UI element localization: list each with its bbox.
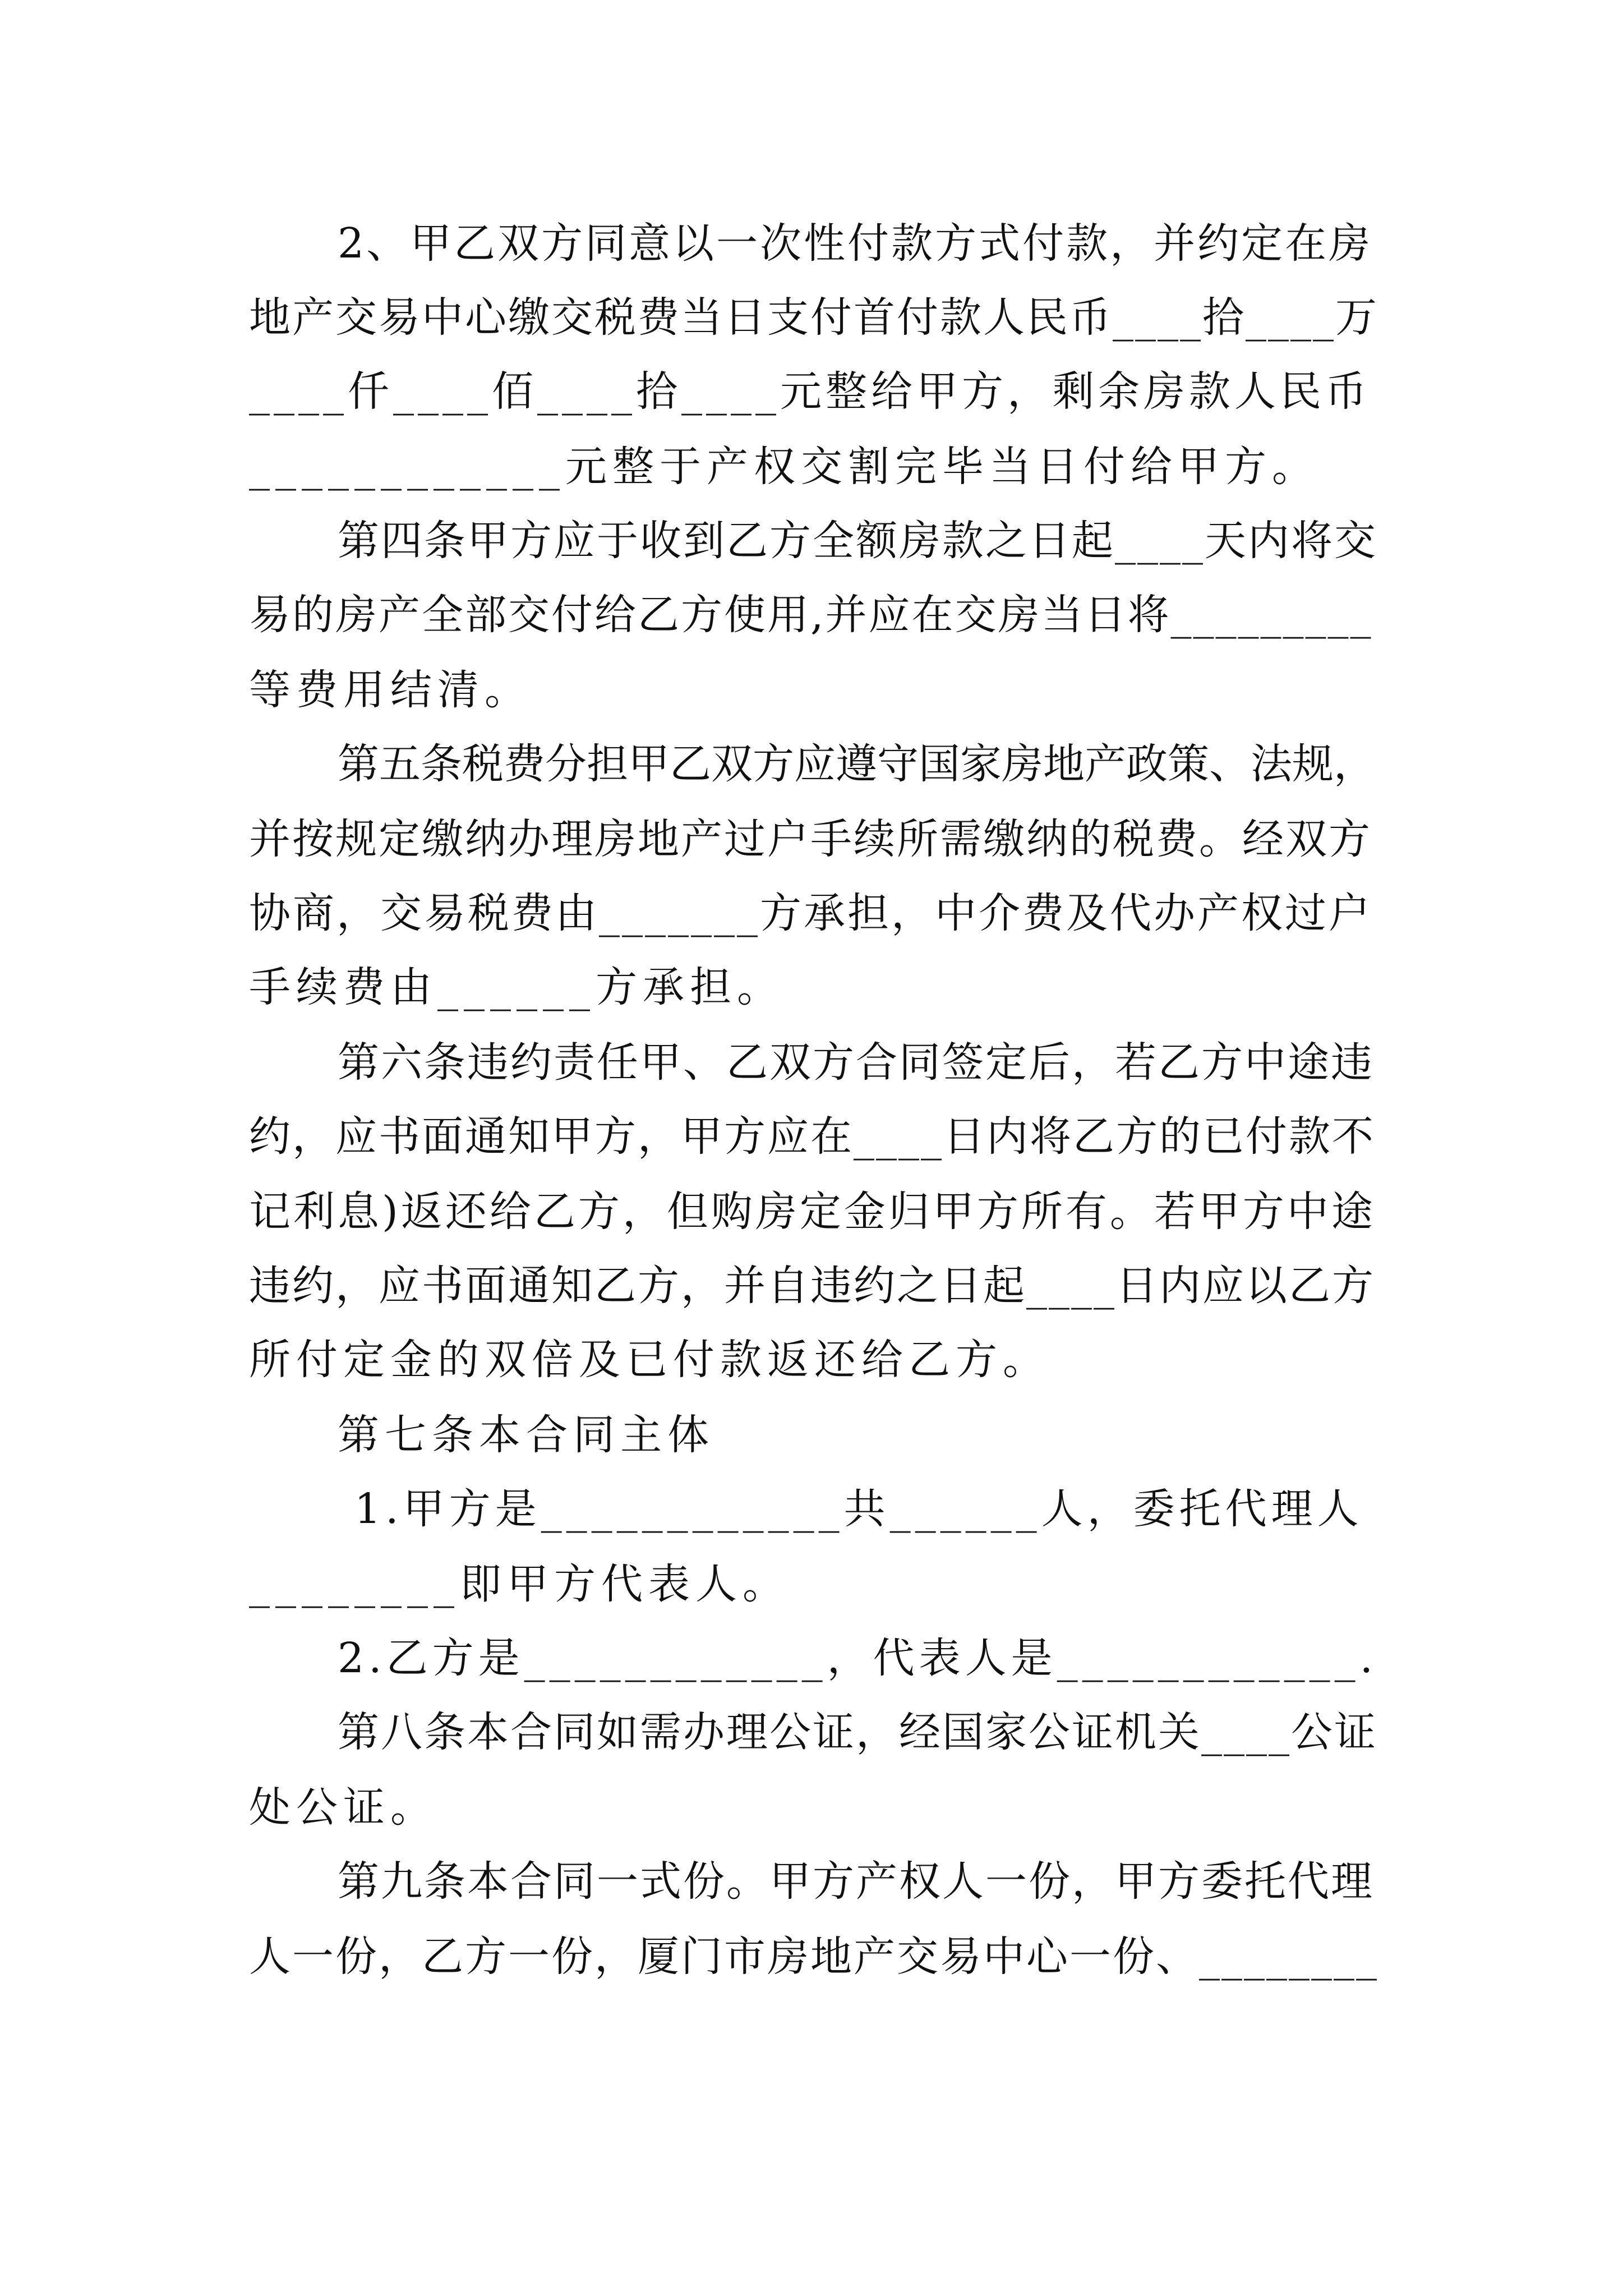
text-line: 协商，交易税费由_______方承担，中介费及代办产权过户 (249, 889, 1372, 937)
text-line: 人一份，乙方一份，厦门市房地产交易中心一份、________ (249, 1932, 1378, 1981)
text-line: 第五条税费分担甲乙双方应遵守国家房地产政策、法规， (338, 740, 1375, 788)
text-line: 等费用结清。 (249, 666, 532, 714)
text-line: 处公证。 (249, 1783, 437, 1832)
text-line: 手续费由______方承担。 (249, 963, 784, 1011)
text-line: 所付定金的双倍及已付款返还给乙方。 (249, 1336, 1050, 1384)
text-line: 第四条甲方应于收到乙方全额房款之日起____天内将交 (338, 517, 1377, 565)
text-line: ____仟____佰____拾____元整给甲方，剩余房款人民币 (249, 367, 1371, 416)
text-line: 第七条本合同主体 (338, 1411, 714, 1459)
text-line: 第八条本合同如需办理公证，经国家公证机关____公证 (338, 1708, 1377, 1756)
text-line: 记利息)返还给乙方，但购房定金归甲方所有。若甲方中途 (249, 1188, 1376, 1236)
text-line: 地产交易中心缴交税费当日支付首付款人民币____拾____万 (249, 293, 1378, 342)
text-line: 约，应书面通知甲方，甲方应在____日内将乙方的已付款不 (249, 1112, 1375, 1161)
text-line: 易的房产全部交付给乙方使用,并应在交房当日将_________ (249, 591, 1373, 639)
text-line: ________即甲方代表人。 (249, 1560, 790, 1608)
text-line: 第六条违约责任甲、乙双方合同签定后，若乙方中途违 (338, 1038, 1374, 1087)
text-line: 第九条本合同一式份。甲方产权人一份，甲方委托代理 (338, 1857, 1374, 1906)
text-line: 违约，应书面通知乙方，并自违约之日起____日内应以乙方 (249, 1262, 1375, 1310)
text-line: 并按规定缴纳办理房地产过户手续所需缴纳的税费。经双方 (249, 815, 1372, 863)
text-line: 2、甲乙双方同意以一次性付款方式付款，并约定在房 (338, 219, 1373, 268)
text-line: 2.乙方是____________，代表人是____________. (338, 1634, 1378, 1682)
text-line: ____________元整于产权交割完毕当日付给甲方。 (249, 443, 1319, 491)
text-line: 1.甲方是____________共______人，委托代理人 (354, 1485, 1363, 1533)
